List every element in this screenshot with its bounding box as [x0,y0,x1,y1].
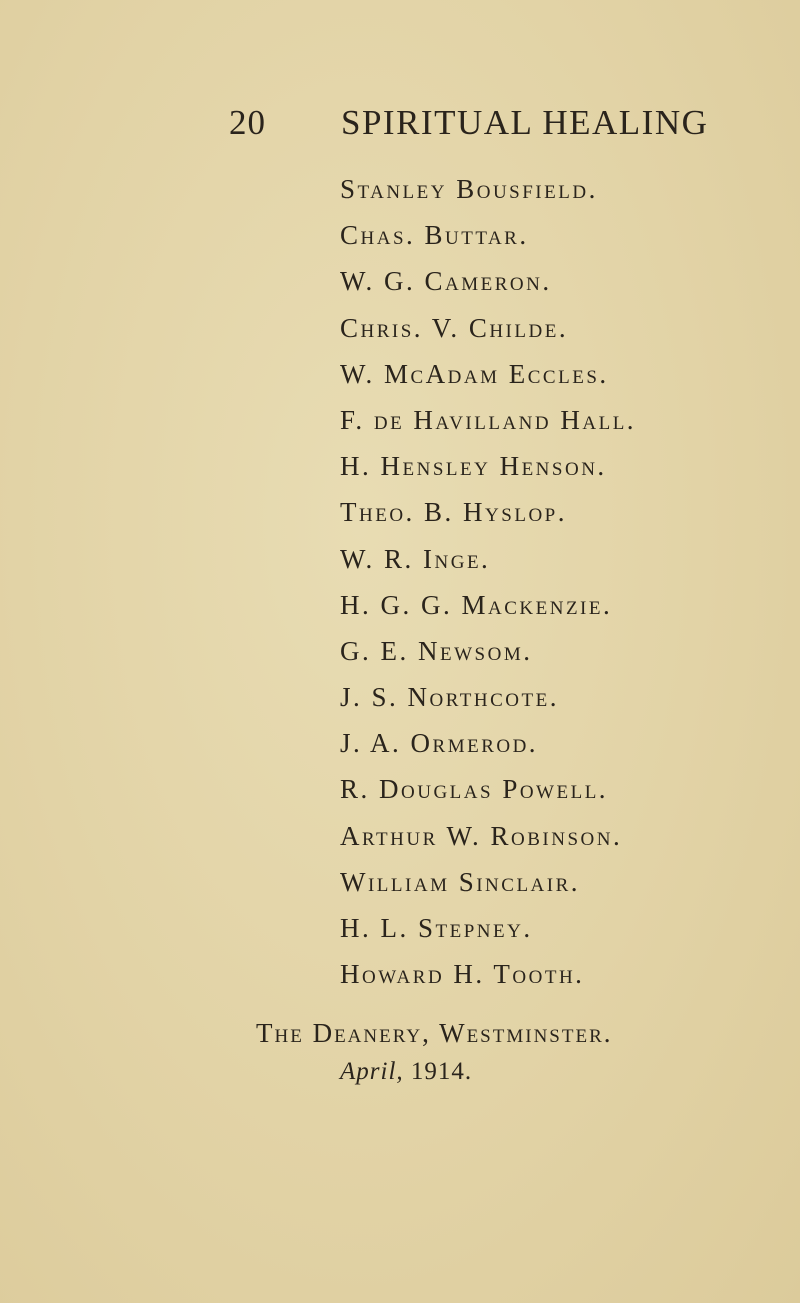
signatory-name: R. Douglas Powell. [340,774,609,805]
signatory-name: F. de Havilland Hall. [340,404,637,435]
address-line: The Deanery, Westminster. [256,1018,613,1048]
signatory-name: Arthur W. Robinson. [340,820,623,851]
signatory-name: J. A. Ormerod. [340,728,539,759]
page-number: 20 [229,103,266,142]
signatory-name: H. Hensley Henson. [340,451,607,482]
signatory-name: Chris. V. Childe. [340,312,569,343]
signatory-name: G. E. Newsom. [340,635,533,666]
signatory-name: H. L. Stepney. [340,913,533,943]
signatory-name: Stanley Bousfield. [340,174,598,204]
signatory-name: Theo. B. Hyslop. [340,497,567,528]
date-year: 1914. [403,1058,473,1085]
signatory-name: H. G. G. Mackenzie. [340,589,613,620]
running-title: SPIRITUAL HEALING [341,103,709,142]
signatory-list [340,166,636,997]
signatory-name: W. McAdam Eccles. [340,358,609,389]
signatory-name: Howard H. Tooth. [340,959,585,990]
signatory-name: Chas. Buttar. [340,220,529,251]
signatory-name: J. S. Northcote. [340,682,559,713]
date-line [340,1058,472,1086]
signatory-name: W. R. Inge. [340,543,491,574]
signatory-name: W. G. Cameron. [340,266,552,297]
date-month: April, [340,1058,404,1085]
signatory-name: William Sinclair. [340,866,581,897]
